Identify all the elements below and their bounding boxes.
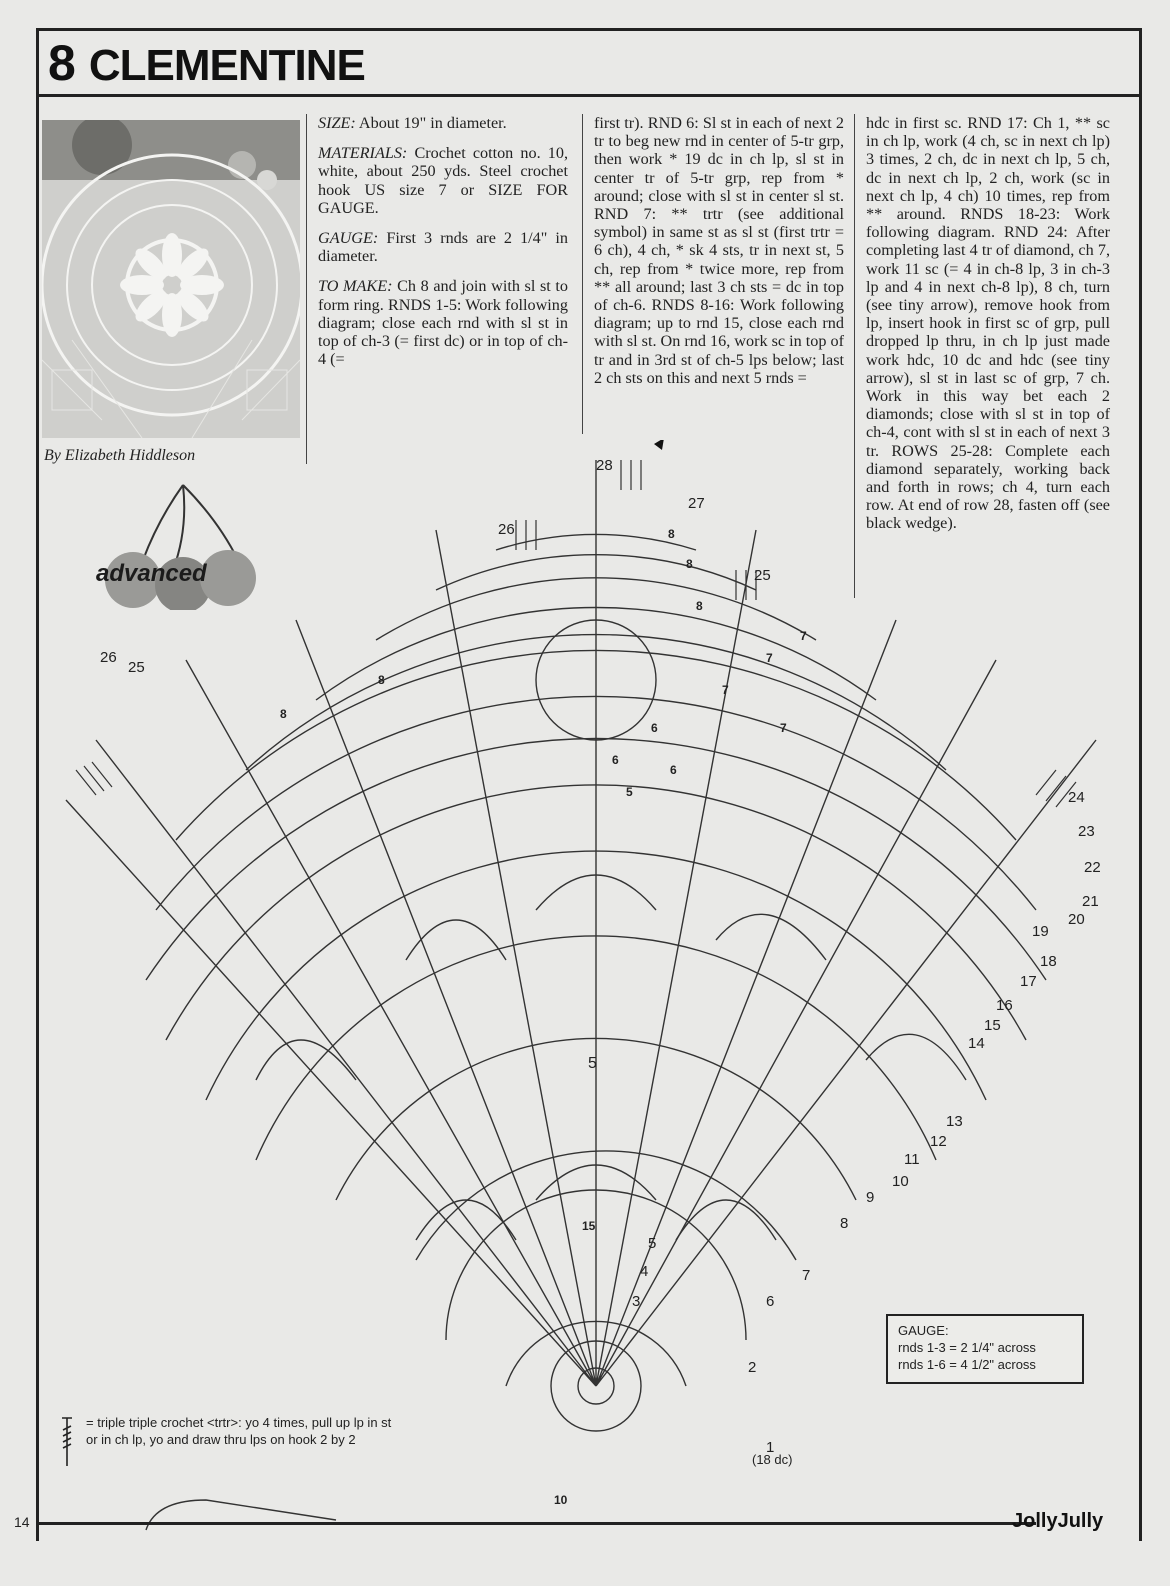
round-label: 25 — [128, 659, 145, 676]
round-label: 1 — [766, 1439, 775, 1456]
instructions-column-3: hdc in first sc. RND 17: Ch 1, ** sc in ch lp, work (4 ch, sc in next ch lp) 3 times, 2 ch, dc in next ch lp, 5 ch, dc in next ch lp, 2 ch, work (sc in next ch lp, 4 ch) 10 times, rep from ** around. RNDS 18-23: Work following diagram. RND 24: After completing last 4 tr of diamond, ch 7, work 11 sc (= 4 in ch-8 lp, 3 in ch-3 lp and 4 in next ch-8 lp), 8 ch, turn (see tiny arrow), remove hook from lp, insert hook in first sc of grp, pull dropped lp thru, in ch lp just made work hdc, 10 dc and hdc (see tiny arrow), sl st in last sc of grp, 7 ch. Work in this way bet each 2 diamonds; close with sl st in top of ch-4, cont with sl st in each of next 3 tr. ROWS 25-28: Complete each diamond separately, working back and forth in rows; ch 4, turn each row. At end of row 28, fasten off (see black wedge). — [866, 114, 1110, 533]
gauge-line-2: rnds 1-6 = 4 1/2" across — [898, 1357, 1036, 1372]
center-stitch-note: (18 dc) — [752, 1452, 793, 1467]
doily-photo — [42, 120, 300, 438]
instructions-column-2: first tr). RND 6: Sl st in each of next 2 tr to beg new rnd in center of 5-tr grp, then work * 19 dc in ch lp, sl st in center tr of 5-tr grp, rep from * around; close with sl st in center sl st. RND 7: ** trtr (see additional symbol) in same st as sl st (first trtr = 6 ch), 4 ch, * sk 4 sts, tr in next st, 5 ch, rep from * twice more, rep from ** all around; last 3 ch sts = dc in top of ch-6. RNDS 8-16: Work following diagram; up to rnd 15, close each rnd with sl st. On rnd 16, work sc in top of tr and in 3rd st of ch-5 lps below; last 2 ch sts on this and next 5 rnds = — [594, 114, 844, 387]
round-label: 6 — [651, 721, 658, 735]
round-label: 14 — [968, 1035, 985, 1052]
round-label: 26 — [100, 649, 117, 666]
materials-paragraph — [318, 144, 568, 217]
round-label: 15 — [582, 1219, 596, 1233]
round-label: 18 — [1040, 953, 1057, 970]
round-label: 19 — [1032, 923, 1049, 940]
round-label: 23 — [1078, 823, 1095, 840]
round-label: 22 — [1084, 859, 1101, 876]
to-make-lead: TO MAKE: — [318, 277, 393, 296]
round-label: 8 — [686, 557, 693, 571]
round-label: 6 — [766, 1293, 775, 1310]
round-label: 27 — [688, 495, 705, 512]
pattern-name: CLEMENTINE — [88, 41, 365, 90]
round-label: 20 — [1068, 911, 1085, 928]
round-label: 6 — [612, 753, 619, 767]
round-label: 3 — [632, 1293, 641, 1310]
round-label: 9 — [866, 1189, 875, 1206]
gauge-line-1: rnds 1-3 = 2 1/4" across — [898, 1340, 1036, 1355]
round-label: 8 — [378, 673, 385, 687]
round-label: 6 — [670, 763, 677, 777]
round-label: 7 — [802, 1267, 811, 1284]
to-make-text: Ch 8 and join with sl st to form ring. RNDS 1-5: Work following diagram; close each rnd with sl st in top of ch-3 (= first dc) or in top of ch-4 (= — [318, 277, 568, 369]
round-label: 7 — [722, 683, 729, 697]
round-label: 13 — [946, 1113, 963, 1130]
gauge-box — [886, 1314, 1084, 1384]
pattern-title — [48, 34, 365, 92]
gauge-paragraph — [318, 229, 568, 265]
round-label: 28 — [596, 457, 613, 474]
legend-text: = triple triple crochet <trtr>: yo 4 times, pull up lp in st or in ch lp, yo and draw thru lps on hook 2 by 2 — [86, 1415, 392, 1447]
round-label: 7 — [780, 721, 787, 735]
round-label: 10 — [892, 1173, 909, 1190]
designer-credit: By Elizabeth Hiddleson — [44, 447, 196, 464]
round-label: 21 — [1082, 893, 1099, 910]
size-text: About 19" in diameter. — [358, 114, 507, 132]
materials-lead: MATERIALS: — [318, 144, 408, 163]
watermark: JollyJully — [1012, 1510, 1104, 1532]
round-label: 5 — [648, 1235, 657, 1252]
instructions-column-1 — [318, 114, 568, 380]
pattern-number: 8 — [48, 35, 75, 91]
gauge-heading: GAUGE: — [898, 1323, 949, 1338]
round-label: 26 — [498, 521, 515, 538]
round-label: 24 — [1068, 789, 1085, 806]
round-label: 4 — [640, 1263, 649, 1280]
round-label: 5 — [588, 1055, 597, 1072]
size-lead: SIZE: — [318, 114, 356, 132]
column-rule — [306, 114, 307, 464]
materials-text: Crochet cotton no. 10, white, about 250 yds. Steel crochet hook US size 7 or SIZE FOR GAUGE. — [318, 144, 568, 217]
gauge-text: First 3 rnds are 2 1/4" in diameter. — [318, 229, 569, 266]
round-label: 7 — [800, 629, 807, 643]
round-label: 2 — [748, 1359, 757, 1376]
round-label: 8 — [696, 599, 703, 613]
round-label: 8 — [668, 527, 675, 541]
doily-photo-image — [42, 120, 300, 438]
size-paragraph — [318, 114, 568, 132]
round-label: 17 — [1020, 973, 1037, 990]
column-rule — [582, 114, 583, 434]
round-label: 12 — [930, 1133, 947, 1150]
round-label: 8 — [840, 1215, 849, 1232]
round-label: 8 — [280, 707, 287, 721]
bottom-rule — [36, 1522, 1036, 1525]
round-label: 25 — [754, 567, 771, 584]
round-label: 11 — [904, 1151, 920, 1168]
round-label: 7 — [766, 651, 773, 665]
symbol-legend — [60, 1414, 396, 1448]
page-number: 14 — [14, 1514, 30, 1530]
round-label: 10 — [554, 1493, 568, 1507]
skill-level-badge: advanced — [96, 560, 207, 587]
round-label: 5 — [626, 785, 633, 799]
triple-triple-crochet-icon — [60, 1416, 74, 1468]
round-label: 15 — [984, 1017, 1001, 1034]
gauge-lead: GAUGE: — [318, 229, 379, 248]
round-label: 16 — [996, 997, 1013, 1014]
to-make-paragraph — [318, 277, 568, 368]
